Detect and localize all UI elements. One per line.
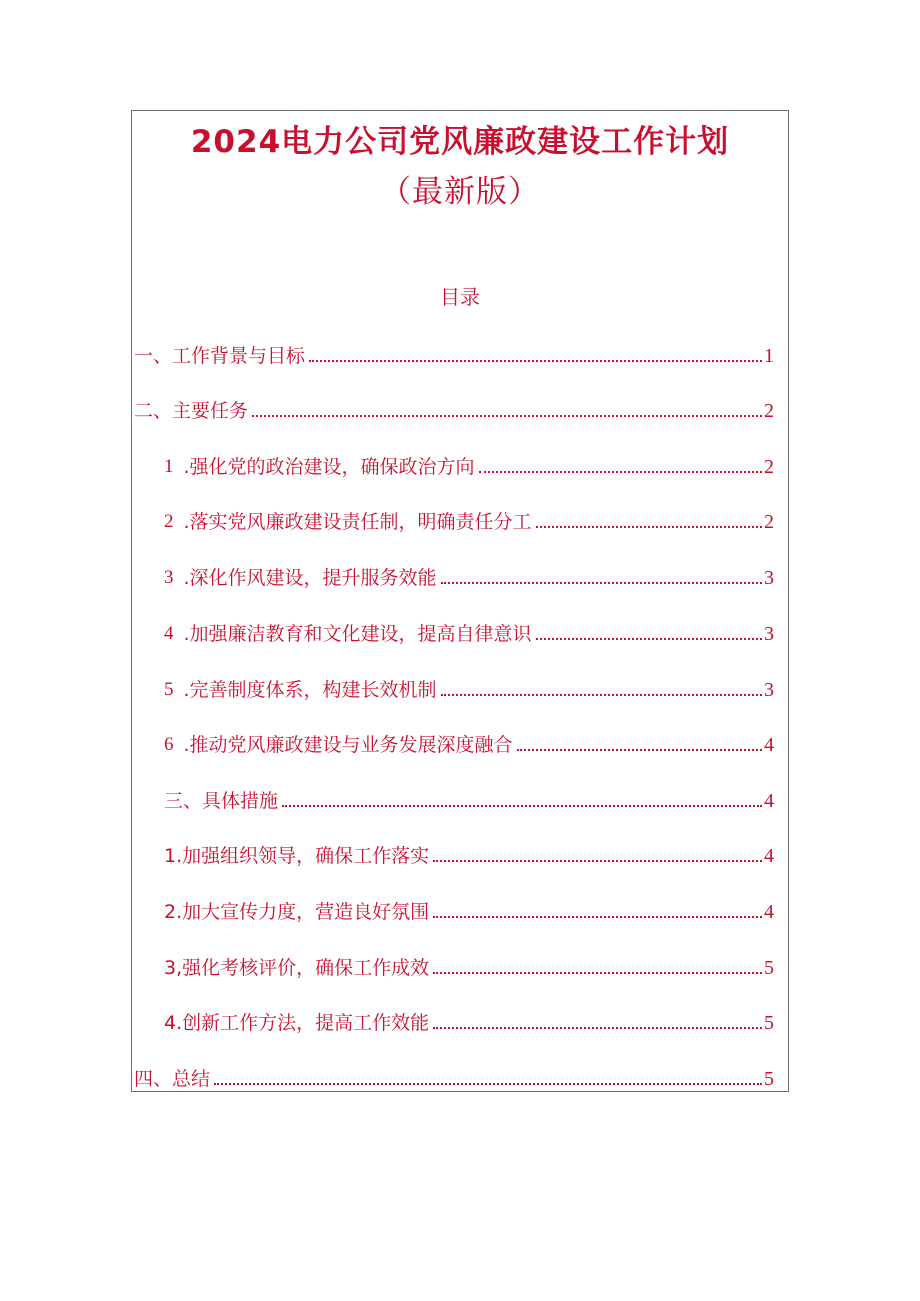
- toc-entry-label: .强化党的政治建设，确保政治方向: [183, 456, 475, 478]
- toc-entry-label: .推动党风廉政建设与业务发展深度融合: [183, 734, 513, 756]
- toc-entry[interactable]: [164, 675, 774, 703]
- toc-entry-page: 2: [764, 511, 774, 533]
- toc-leader: [433, 916, 762, 918]
- toc-entry[interactable]: [164, 1008, 774, 1036]
- toc-entry-page: 4: [764, 734, 774, 756]
- toc-leader: [479, 471, 762, 473]
- toc-leader: [433, 860, 762, 862]
- toc-entry-label: .落实党风廉政建设责任制，明确责任分工: [183, 511, 532, 533]
- toc-leader: [441, 582, 762, 584]
- toc-entry-number: 5: [164, 679, 174, 700]
- toc-entry-page: 2: [764, 400, 774, 422]
- toc-entry-page: 5: [764, 957, 774, 979]
- toc-entry[interactable]: [134, 396, 774, 424]
- toc-entry-number: 6: [164, 734, 174, 755]
- toc-entry-page: 4: [764, 845, 774, 867]
- toc-leader: [309, 360, 762, 362]
- toc-entry-number: 4: [164, 623, 174, 644]
- toc-leader: [517, 749, 762, 751]
- toc-entry-page: 5: [764, 1012, 774, 1034]
- toc-entry-page: 1: [764, 345, 774, 367]
- toc-leader: [433, 1027, 762, 1029]
- toc-entry-label: .深化作风建设，提升服务效能: [183, 567, 437, 589]
- toc-entry[interactable]: [134, 341, 774, 369]
- toc-leader: [536, 526, 762, 528]
- toc-entry-number: 1: [164, 456, 174, 477]
- toc-entry-label: 四、总结: [134, 1068, 211, 1090]
- toc-entry[interactable]: [164, 841, 774, 869]
- toc-entry[interactable]: [164, 730, 774, 758]
- document-title: 2024电力公司党风廉政建设工作计划: [190, 124, 730, 160]
- toc-entry[interactable]: [164, 507, 774, 535]
- toc-entry[interactable]: [164, 953, 774, 981]
- toc-entry-page: 4: [764, 901, 774, 923]
- toc-entry[interactable]: [164, 786, 774, 814]
- toc-entry-page: 3: [764, 623, 774, 645]
- toc-entry-label: 二、主要任务: [134, 400, 249, 422]
- toc-entry-page: 3: [764, 679, 774, 701]
- toc-entry-label: .完善制度体系，构建长效机制: [183, 679, 437, 701]
- toc-entry[interactable]: [164, 563, 774, 591]
- toc-entry-page: 5: [764, 1068, 774, 1090]
- toc-entry-label: 4.创新工作方法，提高工作效能: [164, 1012, 430, 1034]
- toc-entry-label: 一、工作背景与目标: [134, 345, 306, 367]
- document-subtitle: （最新版）: [380, 174, 540, 210]
- toc-entry-page: 4: [764, 790, 774, 812]
- toc-entry-number: 3: [164, 567, 174, 588]
- toc-entry[interactable]: [164, 619, 774, 647]
- toc-entry-label: 3,强化考核评价，确保工作成效: [164, 957, 430, 979]
- toc-entry-label: 三、具体措施: [164, 790, 279, 812]
- toc-entry-label: 2.加大宣传力度，营造良好氛围: [164, 901, 430, 923]
- page-border: [131, 110, 789, 1092]
- toc-entry-number: 2: [164, 511, 174, 532]
- toc-entry[interactable]: [134, 1064, 774, 1092]
- toc-leader: [536, 638, 762, 640]
- toc-leader: [433, 972, 762, 974]
- toc-entry-page: 2: [764, 456, 774, 478]
- toc-entry-label: 1.加强组织领导，确保工作落实: [164, 845, 430, 867]
- toc-heading: 目录: [440, 285, 480, 309]
- toc-leader: [282, 805, 762, 807]
- toc-entry-label: .加强廉洁教育和文化建设，提高自律意识: [183, 623, 532, 645]
- toc-leader: [441, 694, 762, 696]
- toc-leader: [214, 1083, 762, 1085]
- toc-entry[interactable]: [164, 452, 774, 480]
- toc-leader: [252, 415, 762, 417]
- toc-entry-page: 3: [764, 567, 774, 589]
- toc-entry[interactable]: [164, 897, 774, 925]
